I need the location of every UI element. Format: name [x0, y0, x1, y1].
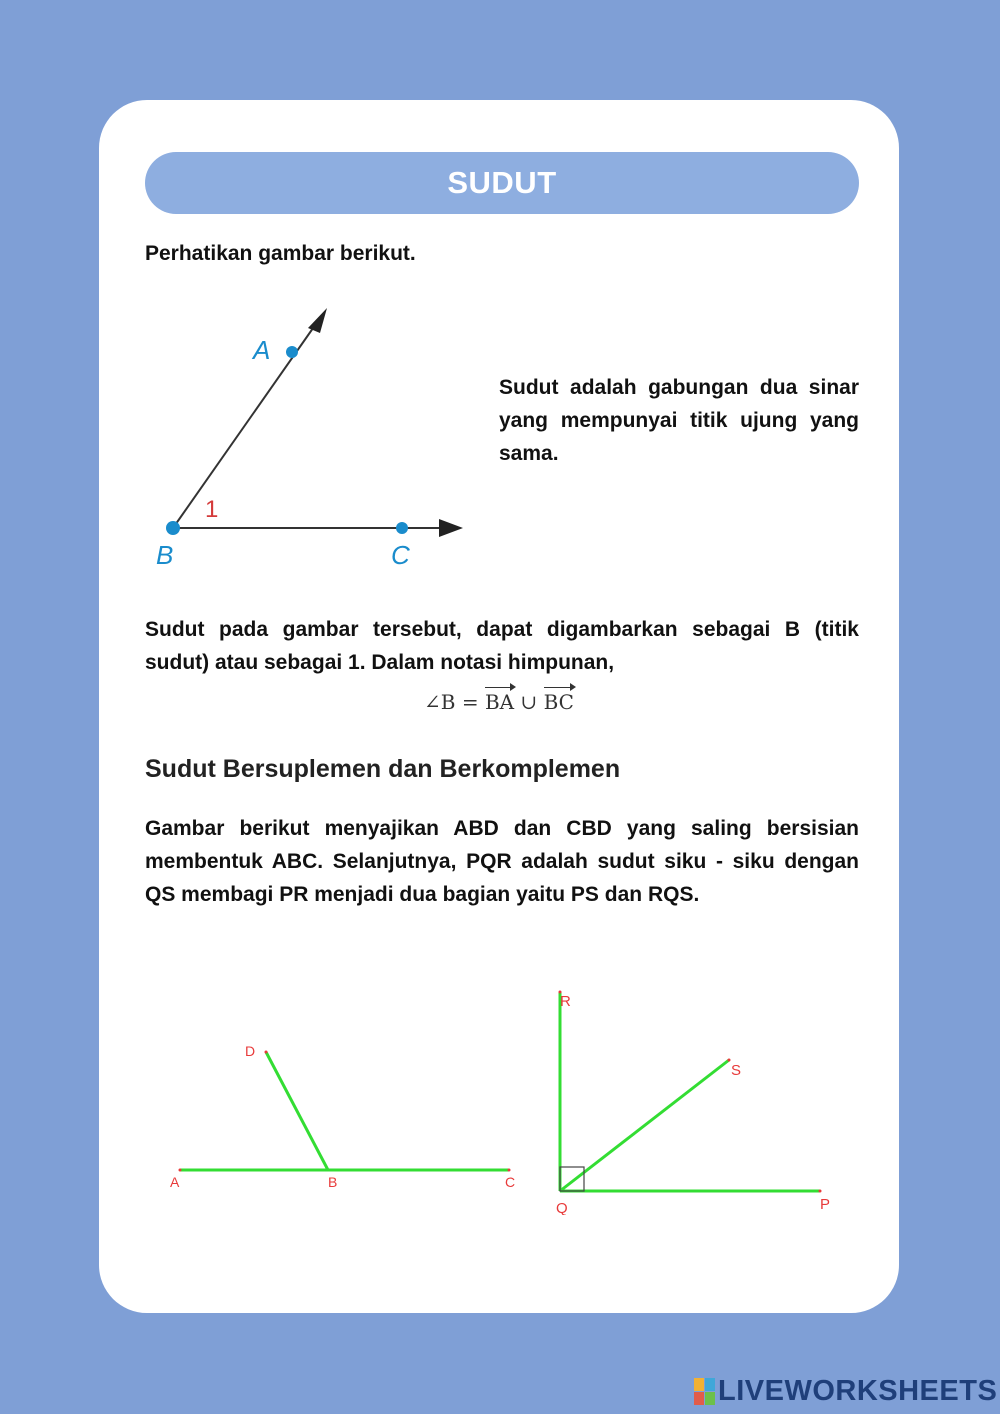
- label-p: P: [820, 1196, 831, 1213]
- label-b: B: [156, 540, 174, 570]
- complementary-figure: [547, 985, 847, 1215]
- worksheet-card: [99, 100, 899, 1313]
- logo-mark-icon: [694, 1378, 715, 1405]
- label-s: S: [731, 1062, 742, 1079]
- ray-bc: BC: [543, 690, 574, 714]
- label-d: D: [245, 1043, 256, 1059]
- label-c: C: [505, 1174, 516, 1190]
- section-heading: Sudut Bersuplemen dan Berkomplemen: [145, 755, 621, 783]
- point-c: [396, 522, 408, 534]
- label-c: C: [391, 540, 410, 570]
- adjacent-angles-paragraph: Gambar berikut menyajikan ABD dan CBD yang saling bersisian membentuk ABC. Selanjutnya, PQR adalah sudut siku - siku dengan QS membagi PR menjadi dua bagian yaitu PS dan RQS.: [145, 817, 859, 906]
- liveworksheets-logo: [694, 1375, 997, 1408]
- set-notation-formula: [99, 690, 899, 714]
- union-symbol: ∪: [514, 690, 544, 714]
- logo-text: LIVEWORKSHEETS: [718, 1375, 998, 1407]
- point-b: [166, 521, 180, 535]
- point-a: [286, 346, 298, 358]
- notation-paragraph: Sudut pada gambar tersebut, dapat digambarkan sebagai B (titik sudut) atau sebagai 1. Dalam notasi himpunan,: [145, 618, 859, 674]
- label-q: Q: [556, 1200, 568, 1215]
- label-b: B: [328, 1174, 338, 1190]
- angle-label: 1: [205, 496, 219, 523]
- label-r: R: [560, 993, 571, 1010]
- page-title: SUDUT: [145, 152, 859, 214]
- label-a: A: [253, 335, 271, 365]
- ray-ba: BA: [484, 690, 515, 714]
- definition-text: Sudut adalah gabungan dua sinar yang mempunyai titik ujung yang sama.: [499, 376, 859, 465]
- angle-figure: [149, 300, 469, 580]
- formula-prefix: ∠B =: [424, 690, 485, 714]
- label-a: A: [170, 1174, 180, 1190]
- supplementary-figure: [159, 1030, 529, 1200]
- intro-text: Perhatikan gambar berikut.: [145, 242, 416, 265]
